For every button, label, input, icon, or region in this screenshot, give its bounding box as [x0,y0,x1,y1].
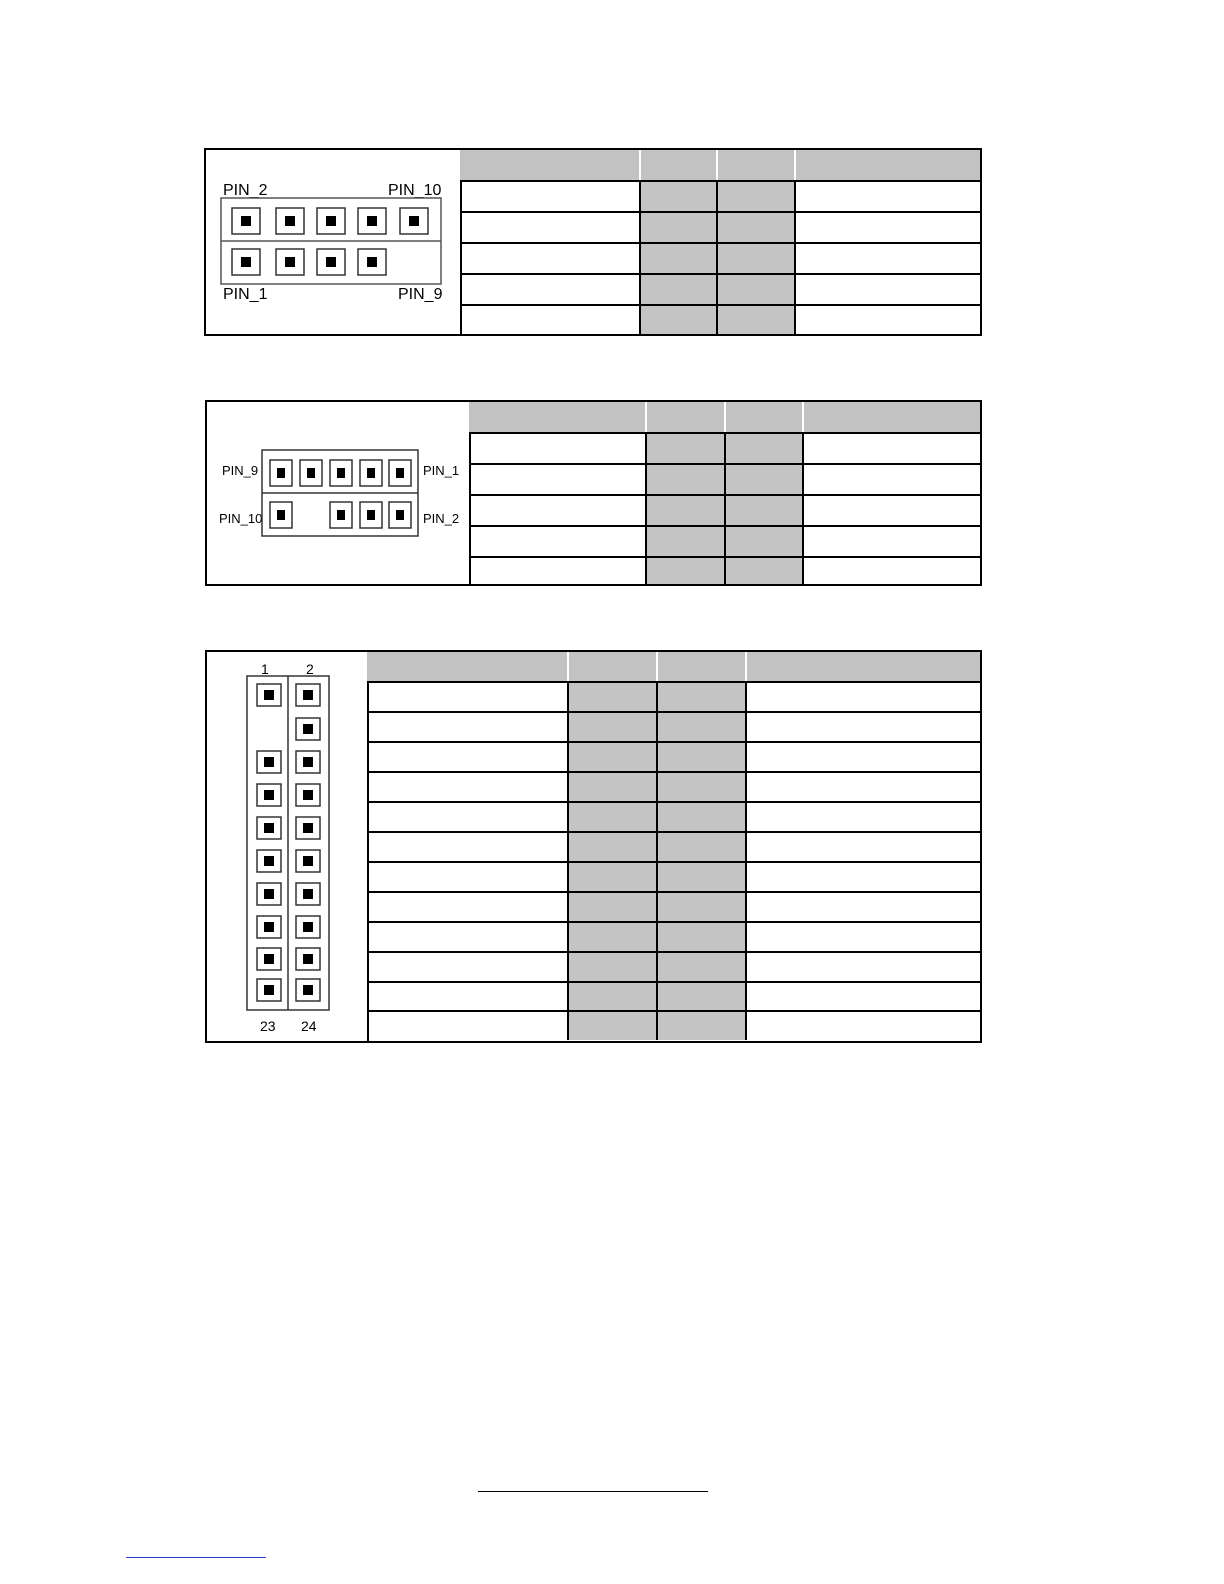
table-row [367,742,980,772]
table-row [367,772,980,802]
table-row [469,557,980,584]
table-row [460,243,980,274]
footer-rule [478,1491,708,1492]
table-row [460,212,980,243]
table-header-row [460,150,980,181]
table-row [460,305,980,334]
table-row [367,922,980,952]
connector-3-diagram [207,652,369,1041]
table-row [469,526,980,557]
connector-1-pin-table [460,150,980,334]
connector-1-panel [204,148,982,336]
table-row [367,892,980,922]
connector-3-panel [205,650,982,1043]
connector-1-diagram [206,150,462,334]
table-row [469,464,980,495]
table-row [469,433,980,464]
connector-2-pin-table [469,402,980,584]
pin-label-top-right: PIN_10 [388,182,442,199]
pin-label-bottom-right: 24 [301,1018,317,1034]
table-header-row [469,402,980,433]
connector-3-pin-table [367,652,980,1040]
table-row [367,802,980,832]
table-row [367,1011,980,1040]
pin-label-top-left: PIN_9 [222,463,259,478]
pin-label-bottom-left: PIN_10 [219,511,263,526]
pin-row-top [232,208,428,234]
pin-label-bottom-right: PIN_9 [398,286,443,303]
table-row [460,274,980,305]
pin-label-top-right: PIN_1 [423,463,460,478]
table-row [469,495,980,526]
footer-link-underline[interactable] [126,1557,266,1558]
pin-label-top-right: 2 [306,661,314,677]
pin-label-top-left: PIN_2 [223,182,268,199]
table-row [367,832,980,862]
pin-column-right [296,684,320,1001]
pin-label-bottom-left: PIN_1 [223,286,268,303]
table-row [367,952,980,982]
pin-row-bottom [270,502,411,528]
connector-2-diagram [207,402,471,584]
pin-label-bottom-left: 23 [260,1018,276,1034]
table-row [367,682,980,712]
table-row [460,181,980,212]
pin-row-top [270,460,411,486]
table-row [367,712,980,742]
pin-column-left [257,684,281,1001]
table-header-row [367,652,980,682]
pin-label-top-left: 1 [261,661,269,677]
pin-label-bottom-right: PIN_2 [423,511,460,526]
table-row [367,862,980,892]
pin-row-bottom [232,249,386,275]
table-row [367,982,980,1011]
connector-2-panel [205,400,982,586]
